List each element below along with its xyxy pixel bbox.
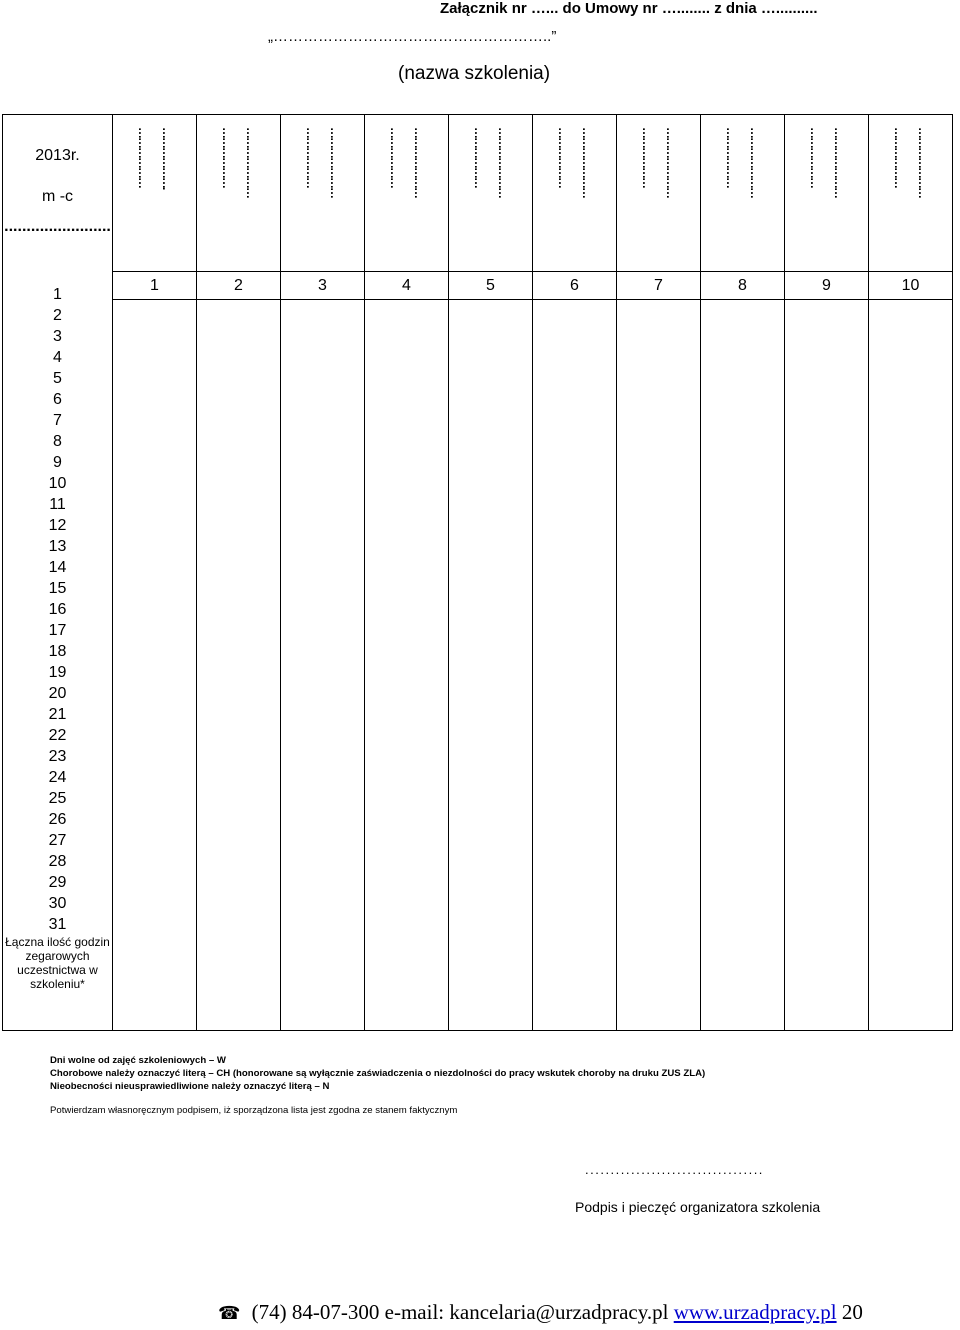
day-number: 5: [53, 369, 62, 387]
day-number: 18: [48, 642, 67, 660]
page-number: 20: [841, 1300, 863, 1324]
day-number: 15: [48, 579, 67, 597]
attendance-column-4[interactable]: [365, 300, 449, 1031]
month-label: m -c: [41, 188, 74, 205]
day-number: 7: [53, 411, 62, 429]
attendance-column-1[interactable]: [113, 300, 197, 1031]
attendance-column-10[interactable]: [869, 300, 953, 1031]
column-number: 6: [533, 272, 617, 300]
participant-header-2[interactable]: ……………… …………………: [197, 115, 281, 272]
day-number: 6: [53, 390, 62, 408]
day-number: 29: [48, 873, 67, 891]
attendance-column-2[interactable]: [197, 300, 281, 1031]
day-number: 3: [53, 327, 62, 345]
attendance-column-7[interactable]: [617, 300, 701, 1031]
day-number: 30: [48, 894, 67, 912]
column-number: 5: [449, 272, 533, 300]
footer-contact: (74) 84-07-300 e-mail: kancelaria@urzadpracy.pl: [251, 1300, 669, 1324]
attendance-table: [2, 114, 953, 1031]
signature-line: ...................................: [585, 1162, 764, 1177]
legend: [50, 1054, 705, 1093]
day-list: [3, 272, 113, 1031]
day-number: 31: [48, 915, 67, 933]
telephone-icon: ☎: [218, 1303, 241, 1323]
day-number: 16: [48, 600, 67, 618]
signature-label: Podpis i pieczęć organizatora szkolenia: [575, 1199, 821, 1215]
legend-free-days: Dni wolne od zajęć szkoleniowych – W: [50, 1055, 226, 1066]
day-number: 27: [48, 831, 67, 849]
footer: [218, 1300, 863, 1325]
column-number: 1: [113, 272, 197, 300]
day-number: 21: [48, 705, 67, 723]
participant-header-1[interactable]: ……………… ……………….: [113, 115, 197, 272]
attendance-column-6[interactable]: [533, 300, 617, 1031]
column-number: 2: [197, 272, 281, 300]
day-number: 23: [48, 747, 67, 765]
attendance-column-5[interactable]: [449, 300, 533, 1031]
column-number: 8: [701, 272, 785, 300]
legend-absence: Nieobecności nieusprawiedliwione należy oznaczyć literą – N: [50, 1081, 330, 1092]
day-number: 12: [48, 516, 67, 534]
day-number: 2: [53, 306, 62, 324]
day-number: 25: [48, 789, 67, 807]
participant-header-10[interactable]: ……………… …………………: [869, 115, 953, 272]
month-value: ........................: [4, 218, 111, 235]
day-number: 9: [53, 453, 62, 471]
participant-header-8[interactable]: ……………… …………………: [701, 115, 785, 272]
participant-header-5[interactable]: ……………… …………………: [449, 115, 533, 272]
legend-sick-leave: Chorobowe należy oznaczyć literą – CH (honorowane są wyłącznie zaświadczenia o niezdolności do pracy wskutek choroby na druku ZUS ZLA): [50, 1068, 706, 1079]
day-number: 1: [53, 285, 62, 303]
attendance-column-9[interactable]: [785, 300, 869, 1031]
day-number: 17: [48, 621, 67, 639]
day-number: 13: [48, 537, 67, 555]
participant-header-4[interactable]: ……………… …………………: [365, 115, 449, 272]
day-number: 20: [48, 684, 67, 702]
training-name-line: „………………………………………………..”: [268, 28, 557, 45]
day-number: 26: [48, 810, 67, 828]
day-number: 10: [48, 474, 67, 492]
website-link[interactable]: www.urzadpracy.pl: [673, 1300, 837, 1324]
column-number: 9: [785, 272, 869, 300]
day-number: 11: [49, 495, 66, 513]
day-number: 8: [53, 432, 62, 450]
total-hours-label: Łączna ilość godzin zegarowych uczestnictwa w szkoleniu*: [5, 934, 110, 991]
day-number: 14: [48, 558, 67, 576]
day-number: 4: [53, 348, 62, 366]
day-number: 22: [48, 726, 67, 744]
training-name-label: (nazwa szkolenia): [398, 63, 551, 84]
day-number: 24: [48, 768, 67, 786]
attendance-column-8[interactable]: [701, 300, 785, 1031]
annex-line: Załącznik nr …... do Umowy nr …........ z dnia …..........: [440, 0, 818, 17]
column-number: 10: [869, 272, 953, 300]
year-month-cell: [3, 115, 113, 272]
participant-header-6[interactable]: ……………… …………………: [533, 115, 617, 272]
column-number: 7: [617, 272, 701, 300]
day-number: 28: [48, 852, 67, 870]
year-label: 2013r.: [35, 147, 80, 164]
attendance-column-3[interactable]: [281, 300, 365, 1031]
column-number: 3: [281, 272, 365, 300]
participant-header-3[interactable]: ……………… …………………: [281, 115, 365, 272]
day-number: 19: [48, 663, 67, 681]
column-number: 4: [365, 272, 449, 300]
participant-header-9[interactable]: ……………… …………………: [785, 115, 869, 272]
confirmation-text: Potwierdzam własnoręcznym podpisem, iż sporządzona lista jest zgodna ze stanem faktycznym: [50, 1105, 458, 1116]
participant-header-7[interactable]: ……………… …………………: [617, 115, 701, 272]
